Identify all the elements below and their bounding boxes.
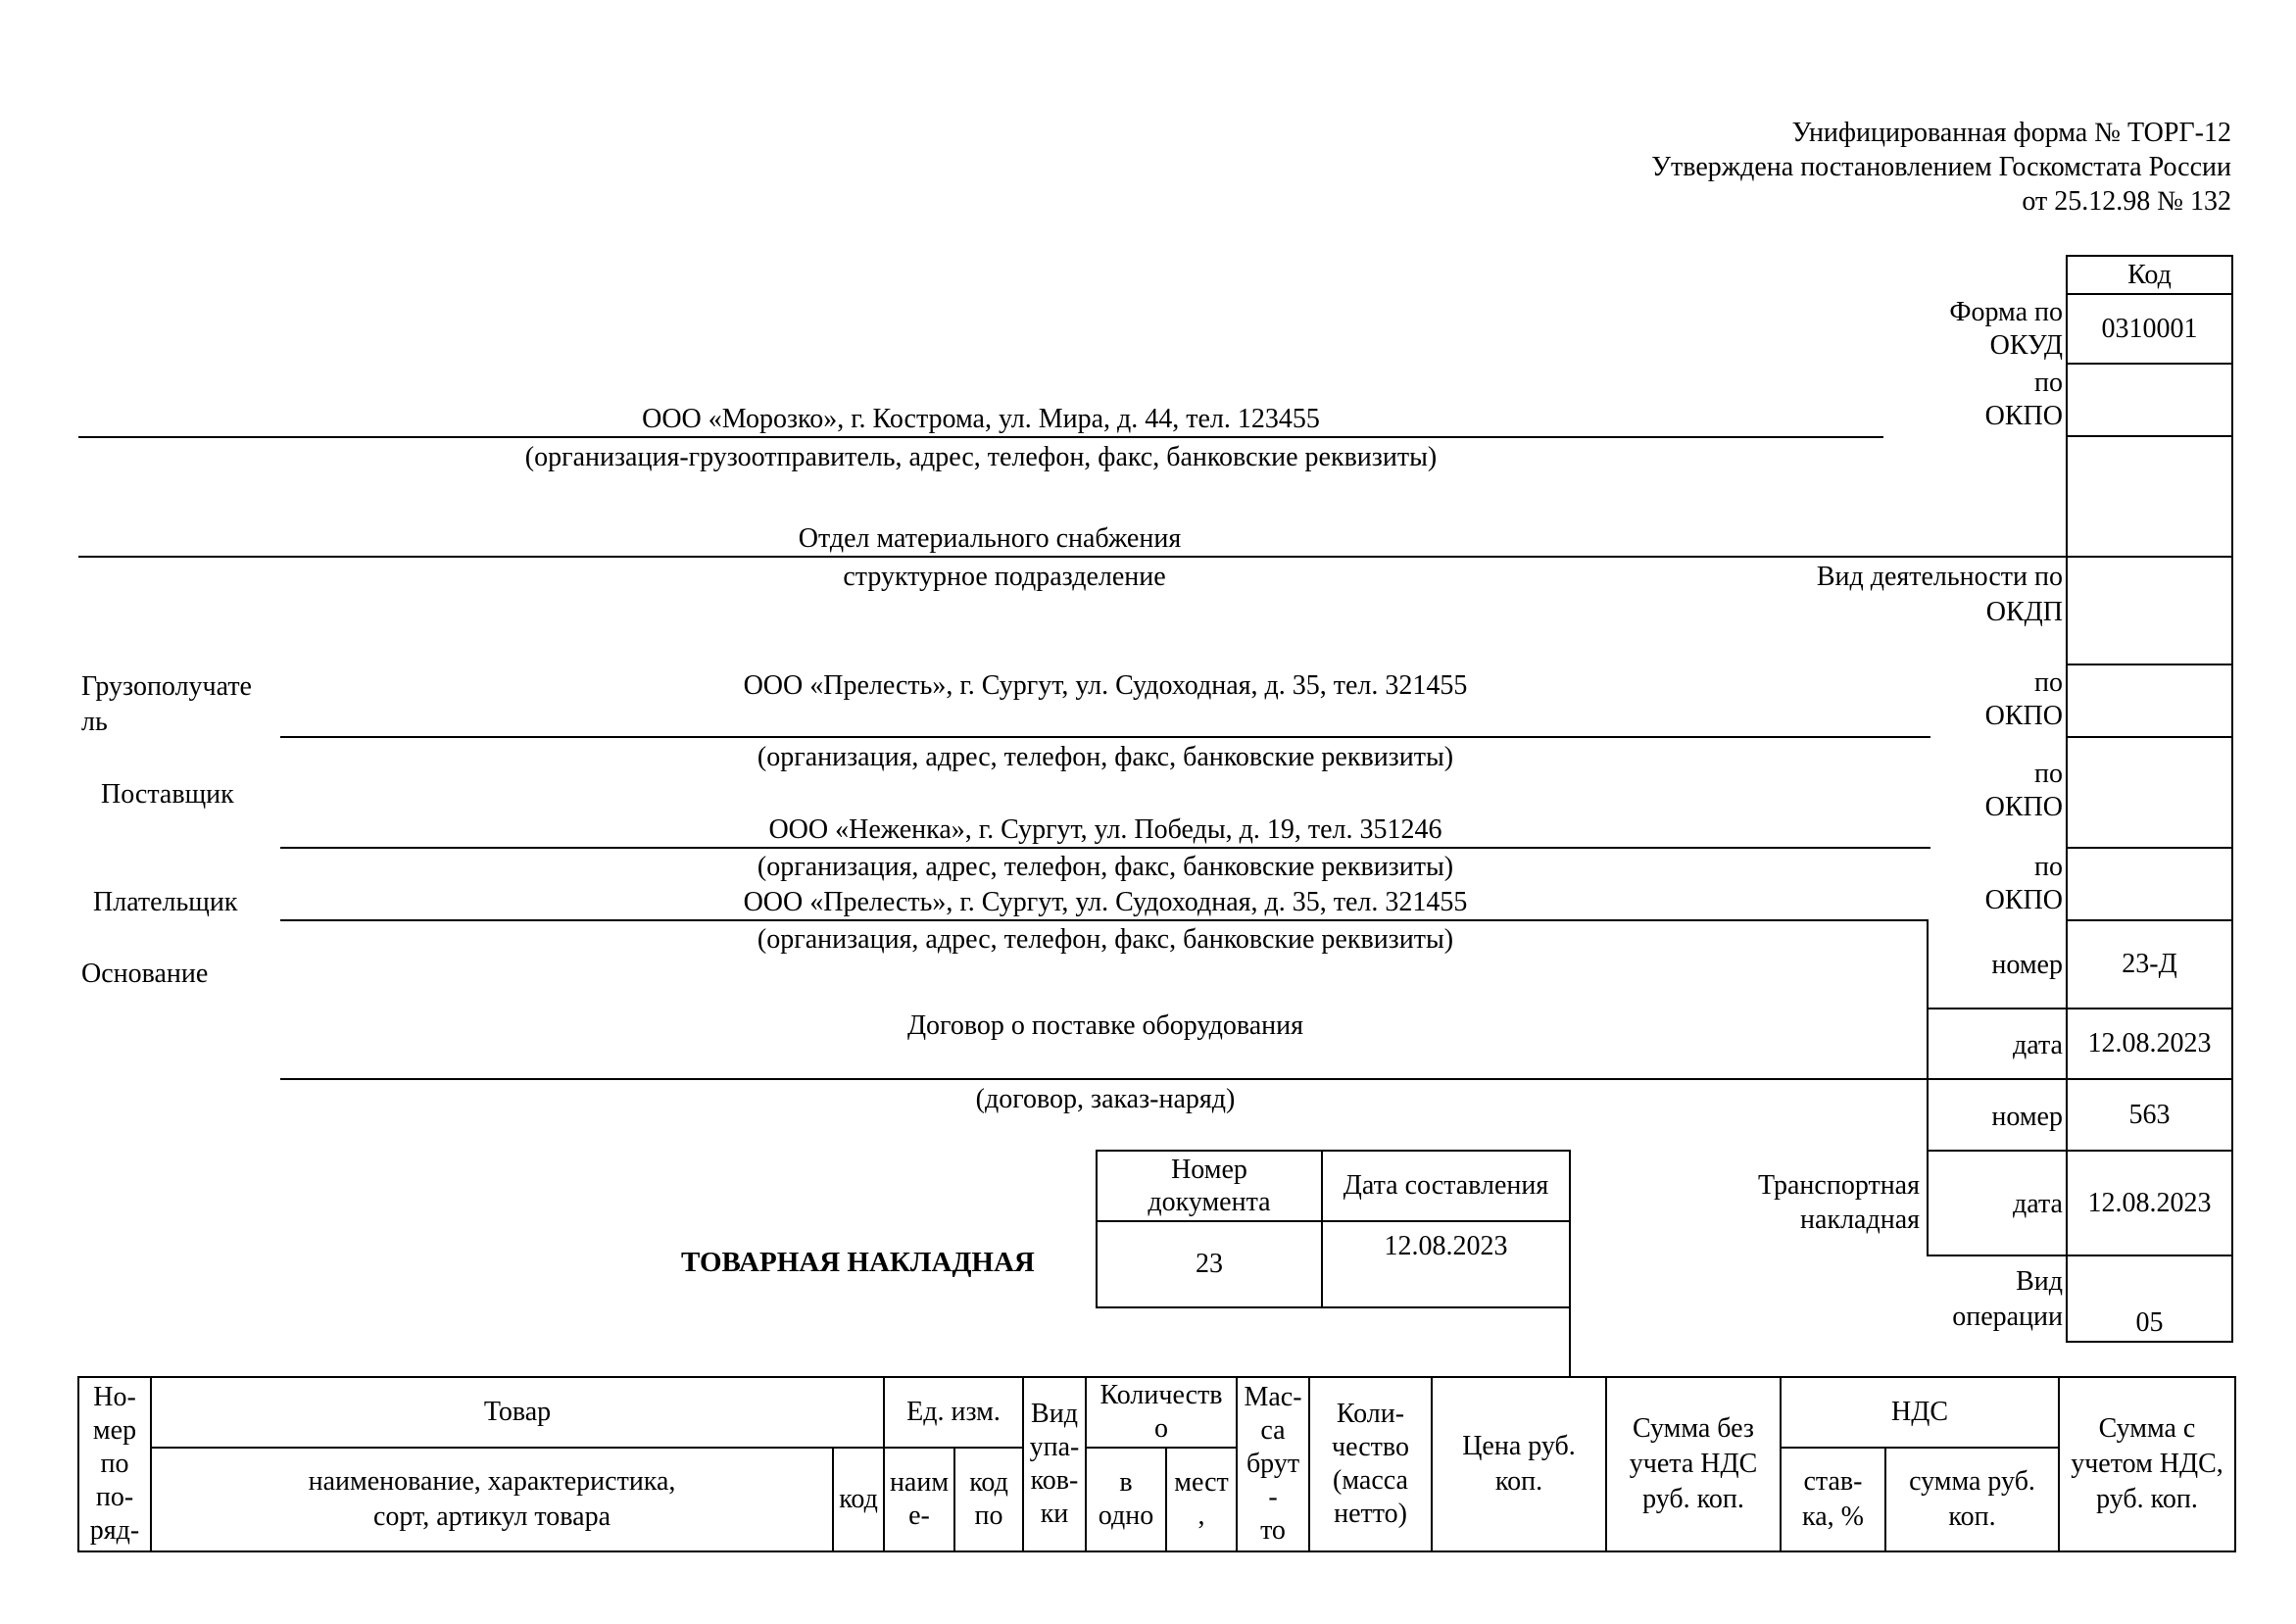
operation-code: 05 bbox=[2135, 1307, 2164, 1338]
supplier-value: ООО «Неженка», г. Сургут, ул. Победы, д. 19, тел. 351246 bbox=[768, 814, 1442, 845]
supplier-caption: (организация, адрес, телефон, факс, банковские реквизиты) bbox=[757, 852, 1454, 882]
basis-date-code: 12.08.2023 bbox=[2087, 1028, 2212, 1059]
codes-head: Код bbox=[2127, 259, 2172, 290]
division-value: Отдел материального снабжения bbox=[798, 523, 1182, 554]
shipper-value: ООО «Морозко», г. Кострома, ул. Мира, д. 44, тел. 123455 bbox=[642, 404, 1320, 434]
payer-value: ООО «Прелесть», г. Сургут, ул. Судоходная, д. 35, тел. 321455 bbox=[743, 887, 1468, 917]
waybill-date-label: дата bbox=[2013, 1189, 2063, 1219]
payer-caption: (организация, адрес, телефон, факс, банковские реквизиты) bbox=[757, 924, 1454, 955]
col-header-number: Но- мер по по- ряд- bbox=[78, 1377, 151, 1551]
basis-date-label: дата bbox=[2013, 1030, 2063, 1060]
document-date-header: Дата составления bbox=[1343, 1170, 1549, 1202]
okpo-label-consignee: по ОКПО bbox=[1984, 667, 2063, 731]
basis-label: Основание bbox=[81, 959, 209, 989]
col-header-net: Коли- чество (масса нетто) bbox=[1309, 1377, 1432, 1551]
okpo-label-payer: по ОКПО bbox=[1984, 852, 2063, 915]
basis-caption: (договор, заказ-наряд) bbox=[975, 1084, 1236, 1114]
col-header-qty: Количеств о bbox=[1086, 1377, 1237, 1448]
document-number: 23 bbox=[1196, 1249, 1223, 1280]
division-caption: структурное подразделение bbox=[843, 562, 1166, 592]
consignee-caption: (организация, адрес, телефон, факс, банковские реквизиты) bbox=[757, 742, 1454, 772]
consignee-label: Грузополучате ль bbox=[81, 671, 252, 737]
waybill-date-code: 12.08.2023 bbox=[2087, 1187, 2212, 1218]
col-header-price: Цена руб. коп. bbox=[1432, 1377, 1606, 1551]
basis-number-label: номер bbox=[1991, 950, 2063, 980]
document-date: 12.08.2023 bbox=[1384, 1231, 1508, 1261]
goods-table bbox=[77, 1376, 2236, 1552]
col-header-gross: Мас- са брут - то bbox=[1237, 1377, 1309, 1551]
waybill-number-code: 563 bbox=[2128, 1099, 2171, 1130]
operation-label: Вид операции bbox=[1952, 1266, 2063, 1332]
form-header-line2: Утверждена постановлением Госкомстата России bbox=[1651, 152, 2231, 182]
codes-head-cell bbox=[2066, 255, 2233, 295]
col-header-sum-vat: Сумма с учетом НДС, руб. коп. bbox=[2059, 1377, 2235, 1551]
okpo-label-shipper: по ОКПО bbox=[1984, 368, 2063, 431]
col-header-unit-code: код по bbox=[954, 1448, 1023, 1551]
okud-code: 0310001 bbox=[2101, 313, 2198, 344]
col-header-unit: Ед. изм. bbox=[884, 1377, 1023, 1448]
col-header-vat-rate: став- ка, % bbox=[1781, 1448, 1885, 1551]
waybill-label: Транспортная накладная bbox=[1757, 1170, 1920, 1235]
col-header-goods-name: наименование, характеристика, сорт, артикул товара bbox=[151, 1448, 833, 1551]
payer-label: Плательщик bbox=[93, 887, 238, 917]
supplier-label: Поставщик bbox=[101, 779, 234, 810]
waybill-number-label: номер bbox=[1991, 1102, 2063, 1132]
col-header-pack: Вид упа- ков- ки bbox=[1023, 1377, 1086, 1551]
shipper-caption: (организация-грузоотправитель, адрес, телефон, факс, банковские реквизиты) bbox=[524, 442, 1438, 472]
col-header-qty-one: в одно bbox=[1086, 1448, 1166, 1551]
basis-value: Договор о поставке оборудования bbox=[906, 1010, 1304, 1041]
col-header-sum-no-vat: Сумма без учета НДС руб. коп. bbox=[1606, 1377, 1781, 1551]
col-header-vat: НДС bbox=[1781, 1377, 2059, 1448]
form-header-line1: Унифицированная форма № ТОРГ-12 bbox=[1791, 118, 2231, 148]
consignee-value: ООО «Прелесть», г. Сургут, ул. Судоходная, д. 35, тел. 321455 bbox=[743, 670, 1468, 701]
okdp-label: Вид деятельности по ОКДП bbox=[1816, 562, 2063, 627]
col-header-vat-sum: сумма руб. коп. bbox=[1885, 1448, 2059, 1551]
okud-label: Форма по ОКУД bbox=[1949, 297, 2063, 361]
col-header-goods: Товар bbox=[151, 1377, 884, 1448]
basis-number-code: 23-Д bbox=[2122, 949, 2177, 980]
col-header-unit-name: наим е- bbox=[884, 1448, 954, 1551]
form-header-line3: от 25.12.98 № 132 bbox=[2022, 186, 2231, 217]
form-header bbox=[1651, 116, 2231, 219]
document-title: ТОВАРНАЯ НАКЛАДНАЯ bbox=[681, 1247, 1035, 1278]
document-number-header: Номер документа bbox=[1148, 1155, 1271, 1217]
col-header-goods-code: код bbox=[833, 1448, 884, 1551]
okpo-label-supplier: по ОКПО bbox=[1984, 759, 2063, 822]
col-header-qty-places: мест , bbox=[1166, 1448, 1237, 1551]
